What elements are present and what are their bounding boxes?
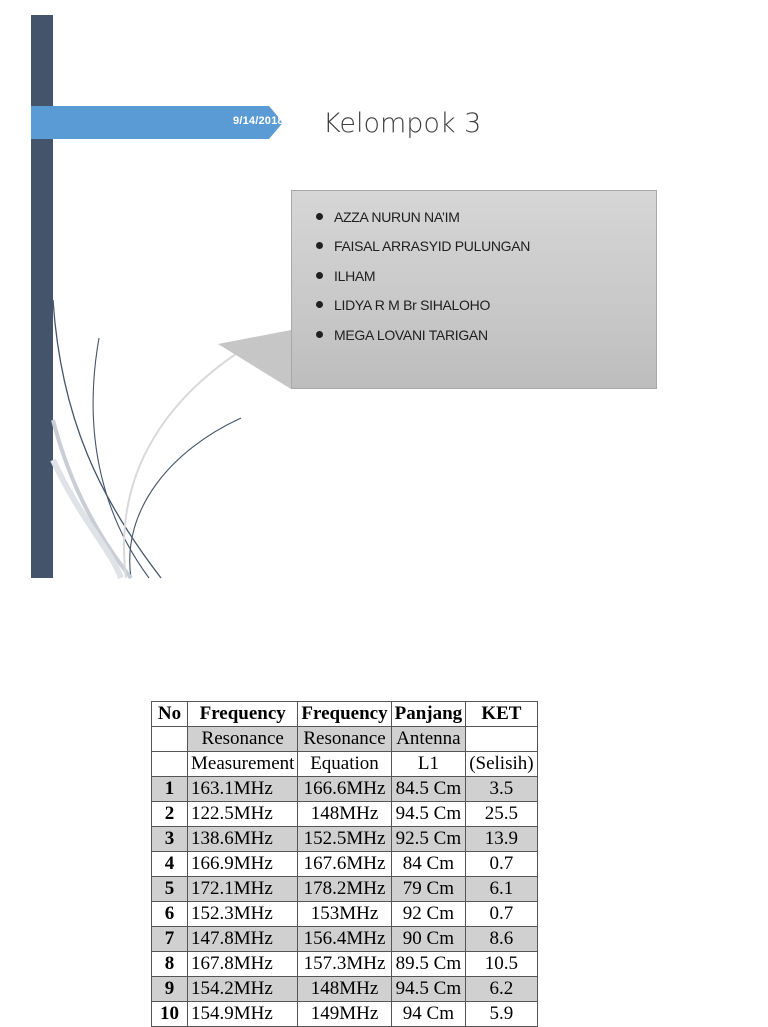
header-cell (152, 727, 188, 752)
table-row (152, 827, 538, 852)
header-cell: Panjang (391, 702, 466, 727)
table-row (152, 1002, 538, 1027)
ket-cell: 0.7 (466, 902, 537, 927)
table-row (152, 777, 538, 802)
row-number-cell: 3 (152, 827, 188, 852)
measurement-cell: 154.2MHz (188, 977, 298, 1002)
table-row (152, 927, 538, 952)
list-item (316, 295, 530, 324)
ket-cell: 8.6 (466, 927, 537, 952)
measurement-cell: 152.3MHz (188, 902, 298, 927)
list-item (316, 266, 530, 295)
equation-cell: 149MHz (298, 1002, 391, 1027)
member-list (316, 207, 530, 354)
length-cell: 94.5 Cm (391, 977, 466, 1002)
table-row (152, 952, 538, 977)
table-row (152, 852, 538, 877)
member-name: AZZA NURUN NA’IM (334, 209, 460, 225)
length-cell: 84.5 Cm (391, 777, 466, 802)
ket-cell: 5.9 (466, 1002, 537, 1027)
ket-cell: 0.7 (466, 852, 537, 877)
bullet-icon (316, 242, 323, 249)
header-cell (466, 727, 537, 752)
callout-pointer-icon (218, 330, 298, 390)
frequency-table (151, 701, 538, 1027)
header-cell: Frequency (298, 702, 391, 727)
equation-cell: 148MHz (298, 977, 391, 1002)
length-cell: 89.5 Cm (391, 952, 466, 977)
measurement-cell: 163.1MHz (188, 777, 298, 802)
equation-cell: 157.3MHz (298, 952, 391, 977)
length-cell: 94 Cm (391, 1002, 466, 1027)
length-cell: 94.5 Cm (391, 802, 466, 827)
list-item (316, 325, 530, 354)
date-tab (31, 106, 283, 139)
measurement-cell: 122.5MHz (188, 802, 298, 827)
member-name: MEGA LOVANI TARIGAN (334, 326, 488, 343)
ket-cell: 25.5 (466, 802, 537, 827)
list-item (316, 207, 530, 236)
measurement-cell: 166.9MHz (188, 852, 298, 877)
header-cell: Frequency (188, 702, 298, 727)
length-cell: 92 Cm (391, 902, 466, 927)
ket-cell: 10.5 (466, 952, 537, 977)
header-cell: No (152, 702, 188, 727)
header-cell: Resonance (298, 727, 391, 752)
ket-cell: 6.2 (466, 977, 537, 1002)
row-number-cell: 1 (152, 777, 188, 802)
equation-cell: 156.4MHz (298, 927, 391, 952)
table-row (152, 977, 538, 1002)
slide-date: 9/14/2018 (233, 115, 284, 127)
header-cell: Antenna (391, 727, 466, 752)
table-row (152, 802, 538, 827)
equation-cell: 148MHz (298, 802, 391, 827)
table-header-row (152, 752, 538, 777)
header-cell (152, 752, 188, 777)
measurement-cell: 172.1MHz (188, 877, 298, 902)
table-row (152, 877, 538, 902)
slide-title: Kelompok 3 (323, 108, 482, 139)
member-name: LIDYA R M Br SIHALOHO (334, 297, 491, 314)
member-name: FAISAL ARRASYID PULUNGAN (334, 238, 531, 255)
header-cell: Measurement (188, 752, 298, 777)
length-cell: 79 Cm (391, 877, 466, 902)
measurement-cell: 154.9MHz (188, 1002, 298, 1027)
row-number-cell: 8 (152, 952, 188, 977)
header-cell: KET (466, 702, 537, 727)
ket-cell: 13.9 (466, 827, 537, 852)
table-header-row (152, 727, 538, 752)
equation-cell: 167.6MHz (298, 852, 391, 877)
ket-cell: 3.5 (466, 777, 537, 802)
measurement-cell: 138.6MHz (188, 827, 298, 852)
bullet-icon (316, 301, 323, 308)
member-name: ILHAM (334, 267, 376, 284)
bullet-icon (316, 213, 323, 220)
bullet-icon (316, 331, 323, 338)
header-cell: Resonance (188, 727, 298, 752)
table-header-row (152, 702, 538, 727)
equation-cell: 166.6MHz (298, 777, 391, 802)
equation-cell: 153MHz (298, 902, 391, 927)
equation-cell: 152.5MHz (298, 827, 391, 852)
member-box (291, 190, 657, 389)
row-number-cell: 4 (152, 852, 188, 877)
header-cell: Equation (298, 752, 391, 777)
header-cell: (Selisih) (466, 752, 537, 777)
table-row (152, 902, 538, 927)
length-cell: 84 Cm (391, 852, 466, 877)
list-item (316, 236, 530, 265)
row-number-cell: 2 (152, 802, 188, 827)
row-number-cell: 6 (152, 902, 188, 927)
row-number-cell: 9 (152, 977, 188, 1002)
row-number-cell: 10 (152, 1002, 188, 1027)
row-number-cell: 5 (152, 877, 188, 902)
ket-cell: 6.1 (466, 877, 537, 902)
bullet-icon (316, 272, 323, 279)
length-cell: 92.5 Cm (391, 827, 466, 852)
row-number-cell: 7 (152, 927, 188, 952)
length-cell: 90 Cm (391, 927, 466, 952)
measurement-cell: 147.8MHz (188, 927, 298, 952)
header-cell: L1 (391, 752, 466, 777)
equation-cell: 178.2MHz (298, 877, 391, 902)
measurement-cell: 167.8MHz (188, 952, 298, 977)
